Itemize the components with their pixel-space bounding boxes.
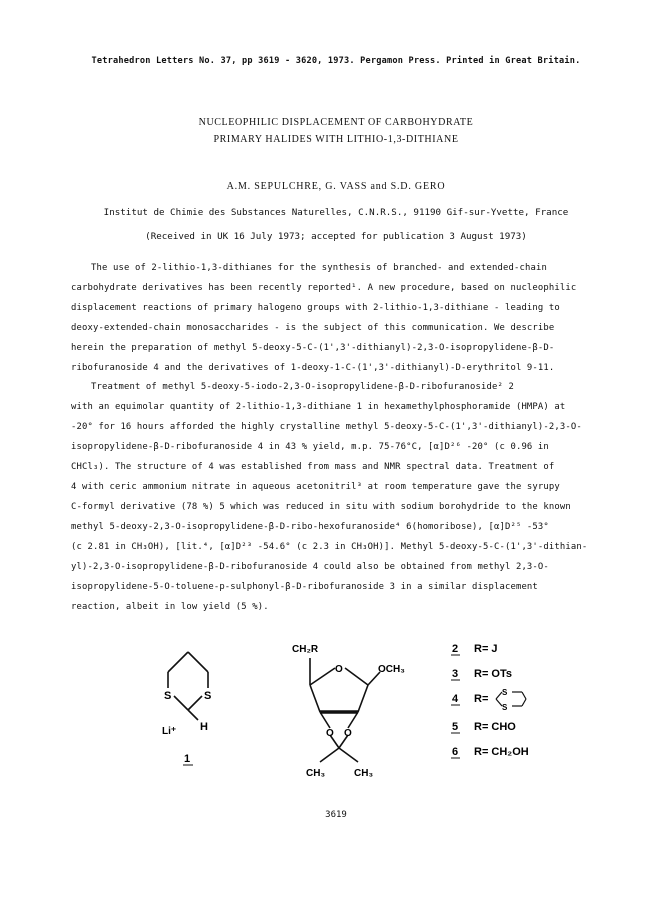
dithiane-s-right: S [204,690,212,702]
ribofuranoside-structure [310,658,380,762]
received-dates: (Received in UK 16 July 1973; accepted for publication 3 August 1973) [145,231,527,242]
journal-header: Tetrahedron Letters No. 37, pp 3619 - 3620, 1973. Pergamon Press. Printed in Great Britain. [91,56,581,66]
dithianyl-ring-icon [496,692,526,706]
compound-number-1: 1 [184,753,191,765]
paper-title-line-2: PRIMARY HALIDES WITH LITHIO-1,3-DITHIANE [213,134,459,145]
legend-number: 2 [452,643,459,655]
body-line: deoxy-extended-chain monosaccharides - is the subject of this communication. We describe [71,323,555,333]
legend-formula: R= [474,693,489,705]
chemical-structures-figure [140,630,580,790]
dithiane-li: Li⁺ [162,726,177,737]
body-line: CHCl₃). The structure of 4 was established from mass and NMR spectral data. Treatment of [71,462,555,472]
body-line: methyl 5-deoxy-2,3-O-isopropylidene-β-D-ribo-hexofuranoside⁴ 6(homoribose), [α]D²⁵ -53° [71,522,549,532]
body-line: C-formyl derivative (78 %) 5 which was reduced in situ with sodium borohydride to the known [71,502,571,512]
institution: Institut de Chimie des Substances Naturelles, C.N.R.S., 91190 Gif-sur-Yvette, France [103,207,569,218]
legend-s-top: S [502,688,508,697]
legend-formula: R= CHO [474,721,516,733]
body-line: isopropylidene-5-O-toluene-p-sulphonyl-β-D-ribofuranoside 3 in a similar displacement [71,582,538,592]
sugar-ch3-left: CH₃ [306,768,326,779]
body-line: yl)-2,3-O-isopropylidene-β-D-ribofuranoside 4 could also be obtained from methyl 2,3-O- [71,562,549,572]
paper-title-line-1: NUCLEOPHILIC DISPLACEMENT OF CARBOHYDRATE [198,117,474,128]
body-line: 4 with ceric ammonium nitrate in aqueous acetonitril³ at room temperature gave the syrupy [71,482,560,492]
body-line: Treatment of methyl 5-deoxy-5-iodo-2,3-O-isopropylidene-β-D-ribofuranoside² 2 [91,382,514,392]
legend-number: 6 [452,746,459,758]
body-line: carbohydrate derivatives has been recently reported¹. A new procedure, based on nucleophilic [71,283,577,293]
legend-s-bottom: S [502,703,508,712]
body-line: -20° for 16 hours afforded the highly crystalline methyl 5-deoxy-5-C-(1',3'-dithianyl)-2,3-O- [71,422,582,432]
body-line: (c 2.81 in CH₃OH), [lit.⁴, [α]D²³ -54.6° (c 2.3 in CH₃OH)]. Methyl 5-deoxy-5-C-(1',3'-dithian- [71,542,588,552]
legend-formula: R= OTs [474,668,513,680]
sugar-o-right: O [344,728,352,739]
page-number: 3619 [325,810,347,820]
body-line: isopropylidene-β-D-ribofuranoside 4 in 43 % yield, m.p. 75-76°C, [α]D²⁶ -20° (c 0.96 in [71,442,549,452]
substituent-legend [451,643,529,758]
authors: A.M. SEPULCHRE, G. VASS and S.D. GERO [226,181,446,192]
legend-formula: R= J [474,643,498,655]
sugar-och3: OCH₃ [378,664,405,675]
dithiane-h: H [200,721,208,733]
dithiane-s-left: S [164,690,172,702]
legend-formula: R= CH₂OH [474,746,529,758]
legend-number: 3 [452,668,459,680]
sugar-o-left: O [326,728,334,739]
body-line: displacement reactions of primary halogeno groups with 2-lithio-1,3-dithiane - leading to [71,303,560,313]
body-line: reaction, albeit in low yield (5 %). [71,602,269,612]
body-line: ribofuranoside 4 and the derivatives of 1-deoxy-1-C-(1',3'-dithianyl)-D-erythritol 9-11. [71,363,555,373]
dithiane-structure [168,652,208,720]
legend-number: 4 [452,693,459,705]
sugar-ring-o: O [335,664,343,675]
sugar-ch3-right: CH₃ [354,768,374,779]
sugar-ch2r: CH₂R [292,644,319,655]
body-line: The use of 2-lithio-1,3-dithianes for the synthesis of branched- and extended-chain [91,263,547,273]
body-line: herein the preparation of methyl 5-deoxy-5-C-(1',3'-dithianyl)-2,3-O-isopropylidene-β-D- [71,343,555,353]
legend-number: 5 [452,721,459,733]
body-line: with an equimolar quantity of 2-lithio-1,3-dithiane 1 in hexamethylphosphoramide (HMPA) at [71,402,566,412]
